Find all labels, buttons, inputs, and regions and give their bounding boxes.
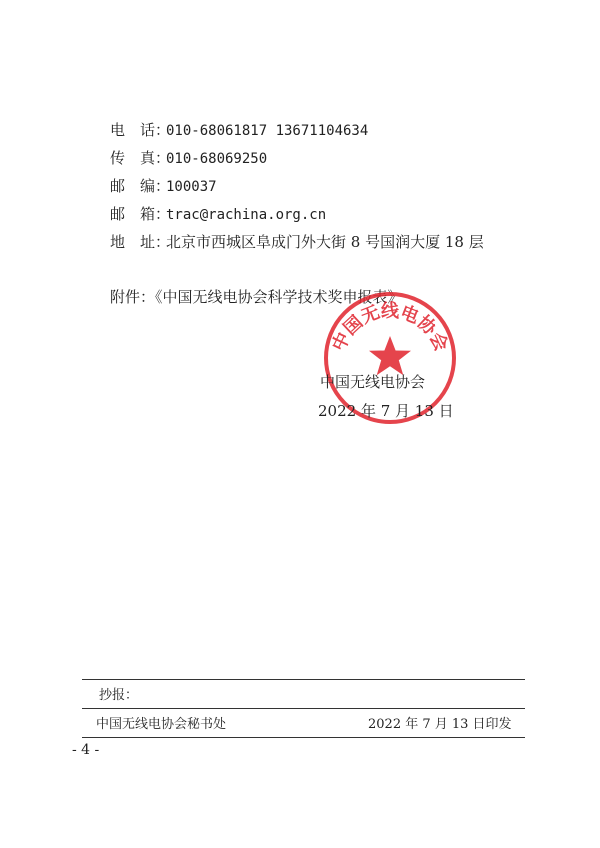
attachment-line: 附件：《中国无线电协会科学技术奖申报表》: [110, 288, 403, 306]
contact-value: trac@rachina.org.cn: [166, 207, 327, 223]
footer-rule-top: [82, 679, 525, 680]
contact-value: 010-68061817 13671104634: [166, 123, 369, 139]
contact-fax: [110, 148, 267, 169]
issue-date: 2022 年 7 月 13 日印发: [368, 717, 512, 732]
seal-text: 中国无线电协会: [328, 300, 452, 355]
contact-label: 邮 编：: [110, 177, 171, 195]
contact-label: 地 址：: [110, 233, 171, 251]
contact-phone: [110, 120, 368, 141]
footer-rule-middle: [82, 708, 525, 709]
contact-email: [110, 204, 326, 225]
signature-org: 中国无线电协会: [320, 373, 426, 391]
contact-label: 电 话：: [110, 121, 171, 139]
signature-date: 2022 年 7 月 13 日: [318, 402, 454, 420]
contact-label: 邮 箱：: [110, 205, 171, 223]
contact-value: 北京市西城区阜成门外大街 8 号国润大厦 18 层: [166, 233, 484, 251]
issuer: 中国无线电协会秘书处: [96, 717, 227, 732]
contact-value: 100037: [166, 179, 217, 195]
page-number: - 4 -: [72, 742, 100, 758]
contact-label: 传 真：: [110, 149, 171, 167]
contact-postcode: [110, 176, 217, 197]
cc-label: 抄报：: [99, 688, 139, 703]
contact-value: 010-68069250: [166, 151, 268, 167]
footer-rule-bottom: [82, 737, 525, 738]
contact-address: [110, 232, 484, 252]
seal-star-icon: [369, 336, 411, 375]
